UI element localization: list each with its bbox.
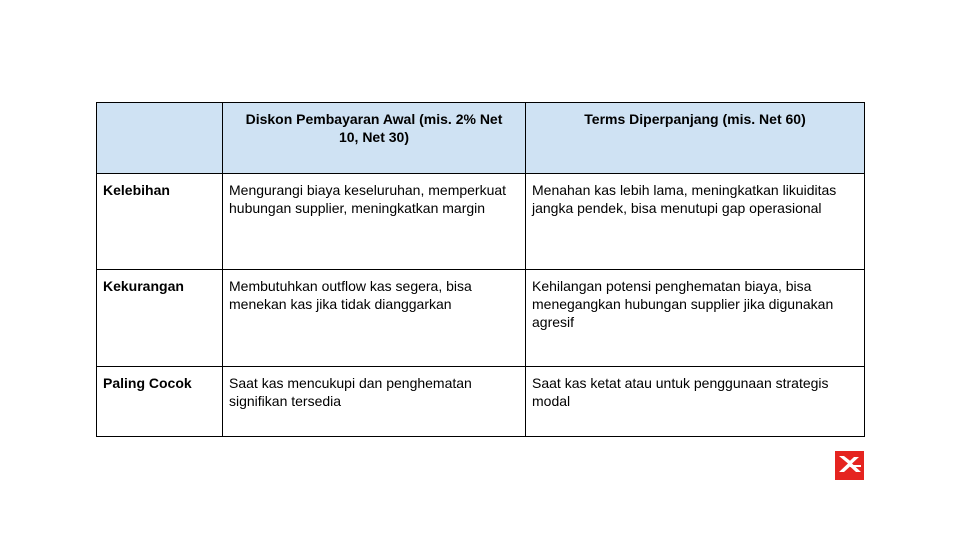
table-row	[97, 270, 865, 367]
comparison-table	[96, 102, 865, 437]
table-cell: Mengurangi biaya keseluruhan, memperkuat hubungan supplier, meningkatkan margin	[223, 174, 526, 270]
table-cell: Membutuhkan outflow kas segera, bisa menekan kas jika tidak dianggarkan	[223, 270, 526, 367]
brand-logo-icon	[835, 451, 864, 480]
row-label: Paling Cocok	[97, 367, 223, 437]
header-cell-empty	[97, 103, 223, 174]
row-label: Kelebihan	[97, 174, 223, 270]
header-cell-extended-terms: Terms Diperpanjang (mis. Net 60)	[526, 103, 865, 174]
table-row	[97, 367, 865, 437]
brand-logo-mark	[835, 451, 864, 480]
table-cell: Kehilangan potensi penghematan biaya, bisa menegangkan hubungan supplier jika digunakan agresif	[526, 270, 865, 367]
table-row	[97, 174, 865, 270]
table-cell: Menahan kas lebih lama, meningkatkan likuiditas jangka pendek, bisa menutupi gap operasional	[526, 174, 865, 270]
row-label: Kekurangan	[97, 270, 223, 367]
header-cell-early-payment-discount: Diskon Pembayaran Awal (mis. 2% Net 10, Net 30)	[223, 103, 526, 174]
table-header-row	[97, 103, 865, 174]
table-cell: Saat kas mencukupi dan penghematan signifikan tersedia	[223, 367, 526, 437]
table-cell: Saat kas ketat atau untuk penggunaan strategis modal	[526, 367, 865, 437]
